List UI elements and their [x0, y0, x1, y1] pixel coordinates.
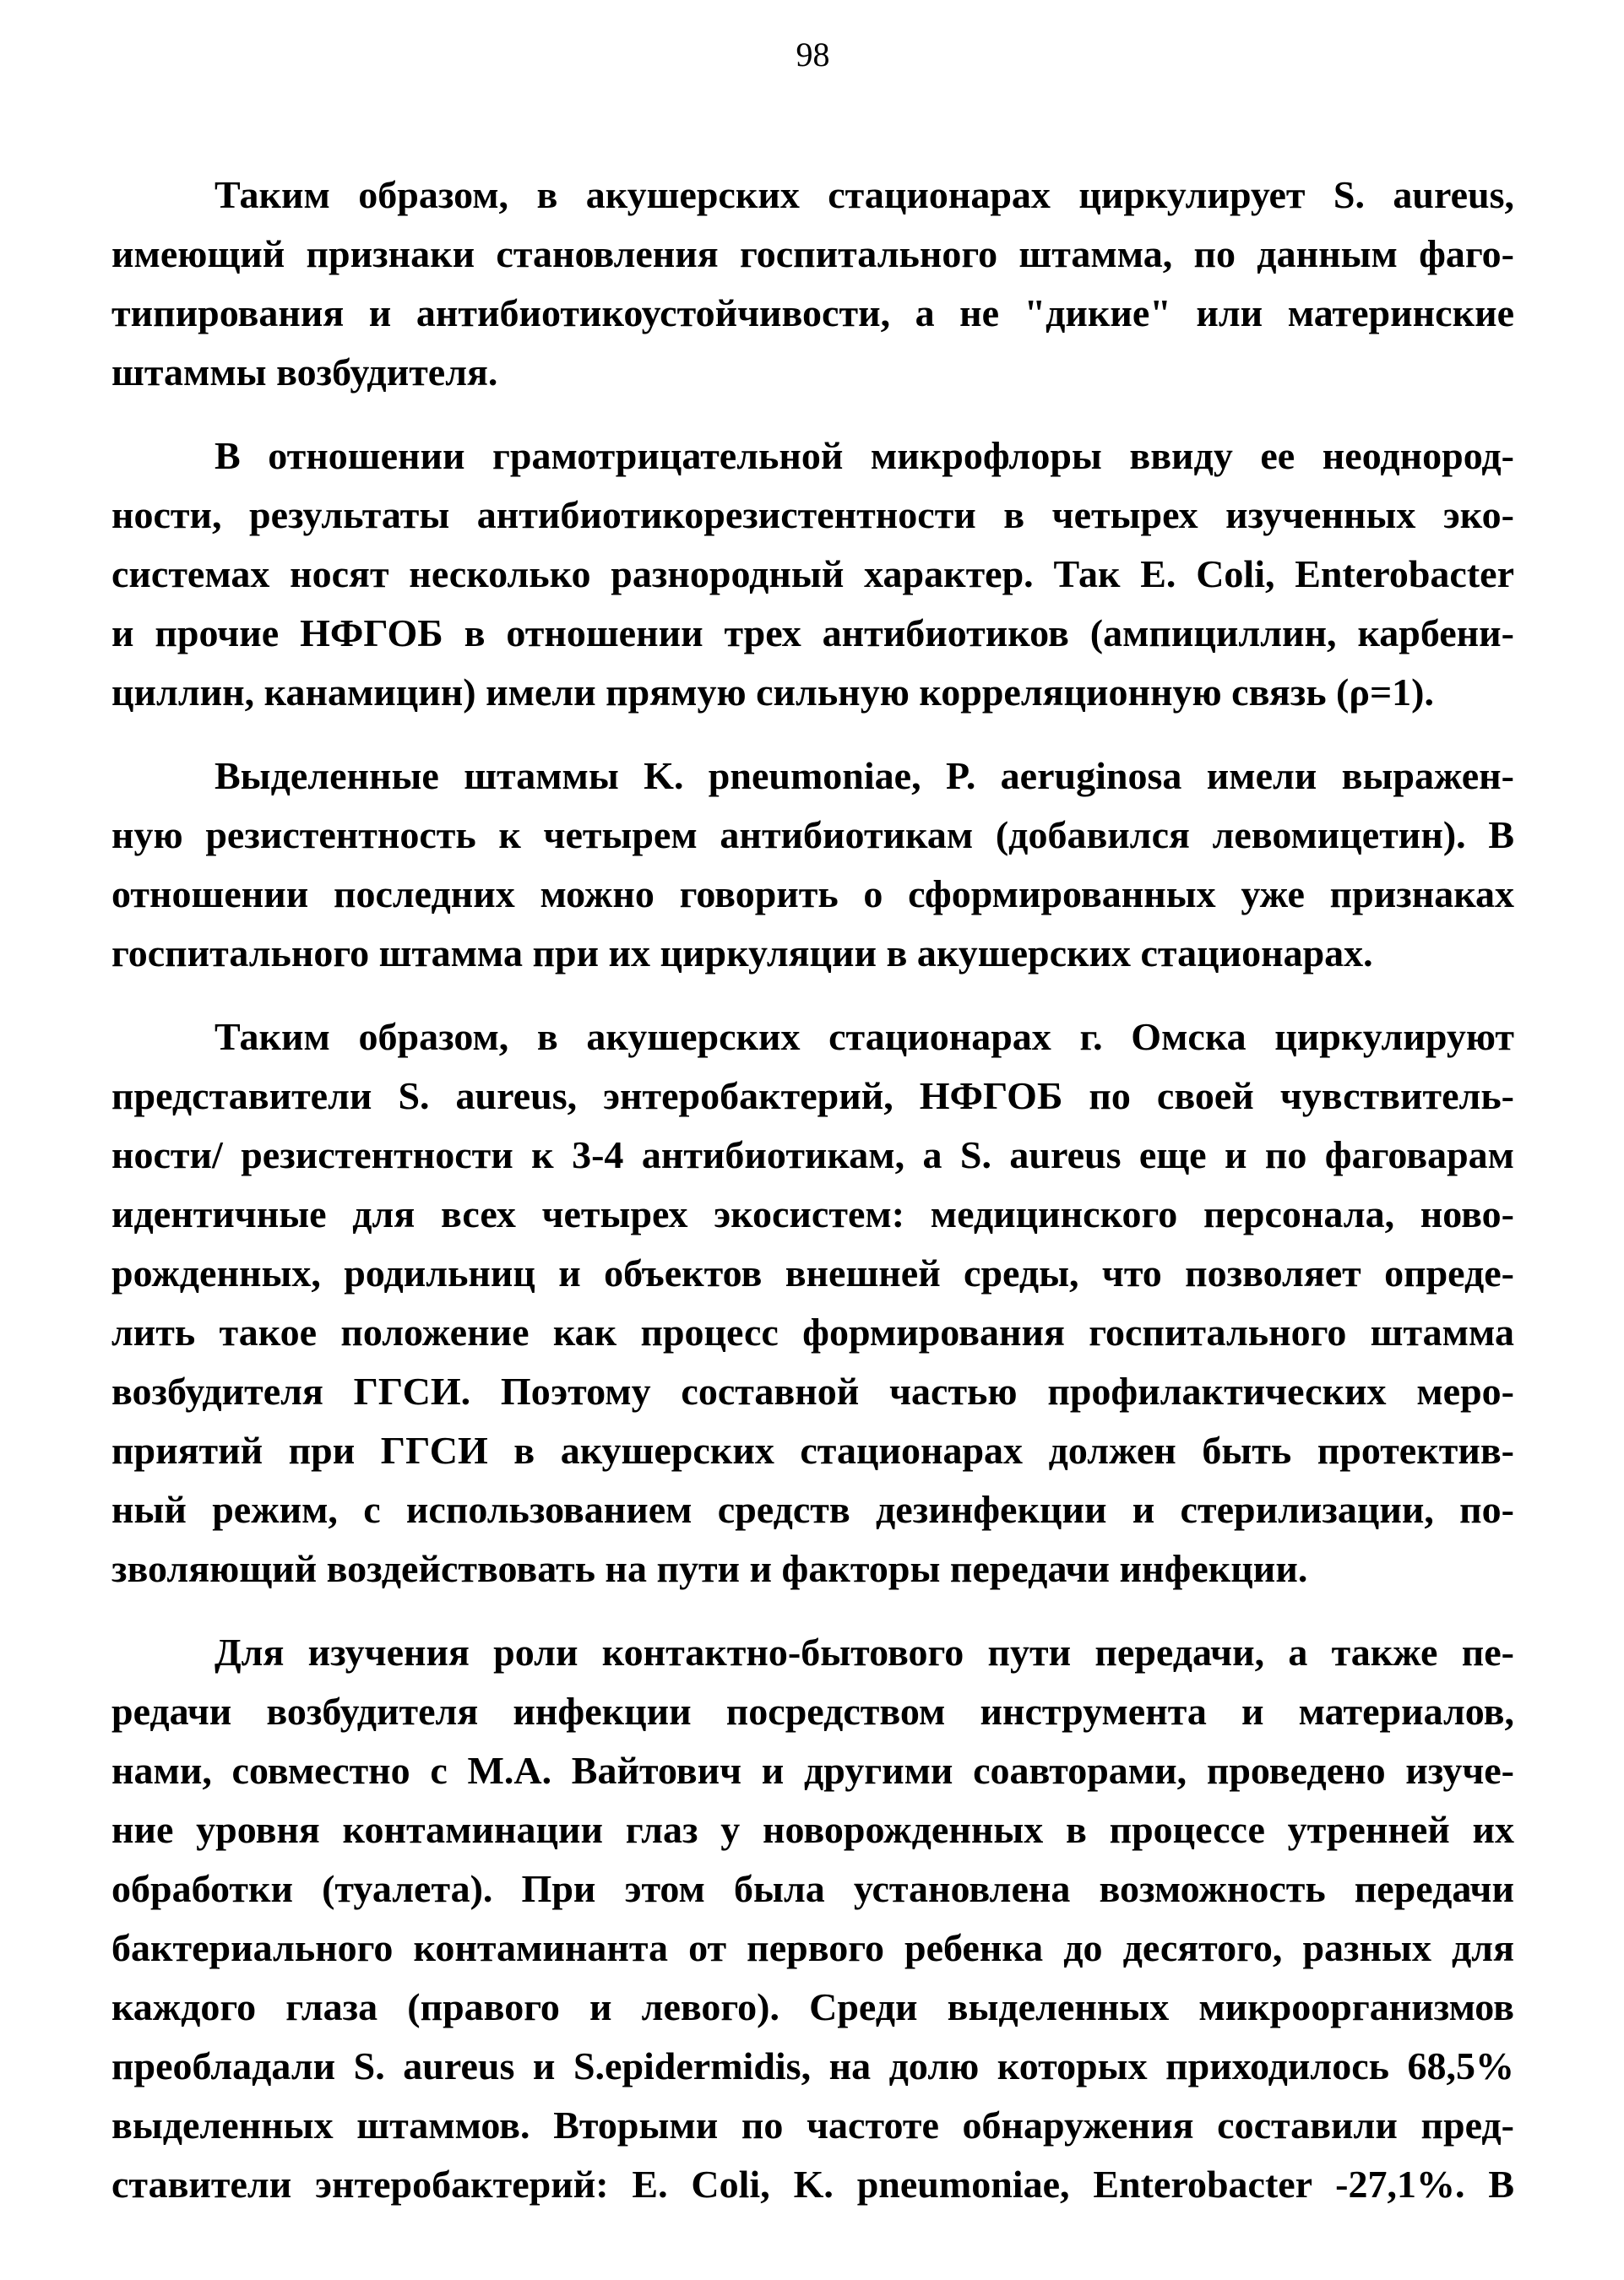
paragraph	[111, 1623, 1514, 2214]
text-line: Таким образом, в акушерских стационарах г. Омска циркулируют	[215, 1015, 1514, 1058]
text-line: обработки (туалета). При этом была установлена возможность передачи	[111, 1867, 1514, 1910]
text-line: возбудителя ГГСИ. Поэтому составной частью профилактических меро-	[111, 1370, 1514, 1413]
text-line: ный режим, с использованием средств дезинфекции и стерилизации, по-	[111, 1488, 1514, 1531]
text-line: бактериального контаминанта от первого ребенка до десятого, разных для	[111, 1926, 1514, 1969]
text-line: госпитального штамма при их циркуляции в акушерских стационарах.	[111, 931, 1373, 974]
text-line: и прочие НФГОБ в отношении трех антибиотиков (ампициллин, карбени-	[111, 611, 1514, 654]
text-line: типирования и антибиотикоустойчивости, а не "дикие" или материнские	[111, 291, 1514, 334]
paragraph	[111, 166, 1514, 402]
body-text	[111, 166, 1514, 2214]
text-line: Для изучения роли контактно-бытового пути передачи, а также пе-	[215, 1631, 1514, 1674]
page-number: 98	[796, 35, 830, 73]
paragraph	[111, 426, 1514, 722]
text-line: ную резистентность к четырем антибиотикам (добавился левомицетин). В	[111, 813, 1514, 856]
text-line: штаммы возбудителя.	[111, 350, 498, 394]
paragraph	[111, 1007, 1514, 1599]
text-line: имеющий признаки становления госпитального штамма, по данным фаго-	[111, 232, 1514, 275]
text-line: Выделенные штаммы K. pneumoniae, P. aeruginosa имели выражен-	[215, 754, 1514, 797]
text-line: преобладали S. aureus и S.epidermidis, на долю которых приходилось 68,5%	[111, 2044, 1514, 2087]
text-line: зволяющий воздействовать на пути и факторы передачи инфекции.	[111, 1547, 1308, 1590]
text-line: ности/ резистентности к 3-4 антибиотикам, а S. aureus еще и по фаговарам	[111, 1133, 1514, 1176]
text-line: редачи возбудителя инфекции посредством инструмента и материалов,	[111, 1690, 1514, 1733]
text-line: ставители энтеробактерий: E. Coli, K. pneumoniae, Enterobacter -27,1%. В	[111, 2163, 1514, 2206]
text-line: системах носят несколько разнородный характер. Так E. Coli, Enterobacter	[111, 552, 1514, 595]
text-line: выделенных штаммов. Вторыми по частоте обнаружения составили пред-	[111, 2104, 1514, 2147]
text-line: В отношении грамотрицательной микрофлоры ввиду ее неоднород-	[215, 434, 1514, 477]
text-line: ние уровня контаминации глаз у новорожденных в процессе утренней их	[111, 1808, 1514, 1851]
text-line: нами, совместно с М.А. Вайтович и другими соавторами, проведено изуче-	[111, 1749, 1514, 1792]
text-line: каждого глаза (правого и левого). Среди выделенных микроорганизмов	[111, 1985, 1514, 2028]
text-line: рожденных, родильниц и объектов внешней среды, что позволяет опреде-	[111, 1251, 1514, 1295]
text-line: идентичные для всех четырех экосистем: медицинского персонала, ново-	[111, 1192, 1514, 1235]
text-line: лить такое положение как процесс формирования госпитального штамма	[111, 1311, 1514, 1354]
text-line: циллин, канамицин) имели прямую сильную корреляционную связь (ρ=1).	[111, 670, 1434, 714]
text-line: приятий при ГГСИ в акушерских стационарах должен быть протектив-	[111, 1429, 1514, 1472]
paragraph	[111, 746, 1514, 983]
text-line: представители S. aureus, энтеробактерий, НФГОБ по своей чувствитель-	[111, 1074, 1514, 1117]
text-line: отношении последних можно говорить о сформированных уже признаках	[111, 872, 1514, 915]
text-line: Таким образом, в акушерских стационарах циркулирует S. aureus,	[215, 173, 1514, 216]
text-line: ности, результаты антибиотикорезистентности в четырех изученных эко-	[111, 493, 1514, 536]
